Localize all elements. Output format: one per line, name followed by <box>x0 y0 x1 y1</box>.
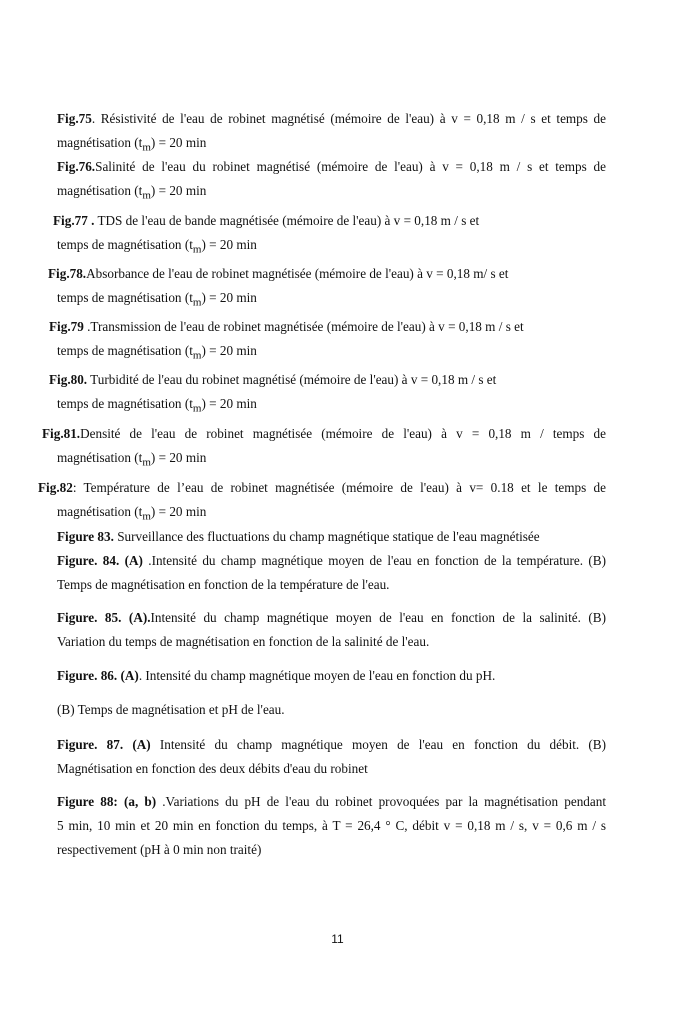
caption-label: Fig.80. <box>49 372 88 387</box>
caption-fig75 <box>57 107 606 160</box>
subscript: m <box>192 402 202 415</box>
caption-label: Fig.75 <box>57 111 92 126</box>
caption-figure86-b <box>57 698 606 722</box>
caption-line <box>57 155 606 179</box>
caption-text: Absorbance de l'eau de robinet magnétisée (mémoire de l'eau) à v = 0,18 m/ s et <box>86 266 509 281</box>
caption-text: : Température de l’eau de robinet magnétisée (mémoire de l'eau) à v= 0.18 et le temps de <box>72 480 606 495</box>
caption-line <box>57 525 606 549</box>
caption-figure87 <box>57 733 606 781</box>
caption-line <box>57 606 606 630</box>
caption-text: magnétisation (t <box>57 450 143 465</box>
caption-figure85 <box>57 606 606 654</box>
caption-label: Fig.77 . <box>53 213 95 228</box>
caption-text: magnétisation (t <box>57 135 143 150</box>
caption-text: Intensité du champ magnétique moyen de l'eau en fonction de la salinité. (B) <box>150 610 606 625</box>
subscript: m <box>192 296 202 309</box>
caption-text: .Variations du pH de l'eau du robinet provoquées par la magnétisation pendant <box>156 794 606 809</box>
caption-text: . Intensité du champ magnétique moyen de l'eau en fonction du pH. <box>138 668 496 683</box>
caption-line: Variation du temps de magnétisation en fonction de la salinité de l'eau. <box>57 634 430 649</box>
caption-line <box>49 339 609 368</box>
caption-line <box>49 392 609 421</box>
subscript: m <box>142 456 151 469</box>
caption-line <box>38 476 606 500</box>
caption-line <box>57 733 606 757</box>
caption-text: . Résistivité de l'eau de robinet magnétisé (mémoire de l'eau) à v = 0,18 m / s et temps de <box>91 111 606 126</box>
caption-line: Temps de magnétisation en fonction de la température de l'eau. <box>57 577 390 592</box>
caption-label: Fig.78. <box>48 266 87 281</box>
caption-label: Figure 88: (a, b) <box>57 794 157 809</box>
caption-text: magnétisation (t <box>57 504 143 519</box>
caption-label: Fig.79 <box>49 319 84 334</box>
caption-line <box>57 664 606 688</box>
caption-text: Turbidité de l'eau du robinet magnétisé (mémoire de l'eau) à v = 0,18 m / s et <box>87 372 497 387</box>
caption-fig82 <box>38 476 606 529</box>
caption-line <box>42 422 606 446</box>
caption-fig77 <box>53 209 613 262</box>
subscript: m <box>192 243 202 256</box>
caption-label: Figure 83. <box>57 529 114 544</box>
caption-line <box>57 790 606 814</box>
caption-label: Figure. 87. (A) <box>57 737 151 752</box>
caption-line <box>48 286 608 315</box>
caption-text: ) = 20 min <box>201 290 257 305</box>
caption-fig79 <box>49 315 609 368</box>
subscript: m <box>142 510 151 523</box>
caption-text: temps de magnétisation (t <box>57 396 193 411</box>
caption-text: temps de magnétisation (t <box>57 290 193 305</box>
caption-text: Salinité de l'eau du robinet magnétisé (mémoire de l'eau) à v = 0,18 m / s et temps de <box>95 159 606 174</box>
subscript: m <box>192 349 202 362</box>
caption-line <box>53 209 613 233</box>
caption-label: Figure. 84. (A) <box>57 553 143 568</box>
caption-fig78 <box>48 262 608 315</box>
caption-figure86 <box>57 664 606 688</box>
caption-figure88 <box>57 790 606 862</box>
caption-line: Magnétisation en fonction des deux débits d'eau du robinet <box>57 761 368 776</box>
caption-text: Intensité du champ magnétique moyen de l'eau en fonction du débit. (B) <box>150 737 606 752</box>
caption-text: ) = 20 min <box>150 135 207 150</box>
caption-figure84 <box>57 549 606 597</box>
caption-figure83 <box>57 525 606 549</box>
caption-line: 5 min, 10 min et 20 min en fonction du temps, à T = 26,4 ° C, débit v = 0,18 m / s, v = 0,6 m / s <box>57 818 606 833</box>
caption-fig80 <box>49 368 609 421</box>
caption-text: ) = 20 min <box>150 504 207 519</box>
caption-line <box>57 179 606 208</box>
caption-text: .Intensité du champ magnétique moyen de l'eau en fonction de la température. (B) <box>142 553 606 568</box>
caption-line <box>57 549 606 573</box>
caption-label: Figure. 86. <box>57 668 118 683</box>
page-number: 11 <box>331 932 344 946</box>
caption-text: Surveillance des fluctuations du champ magnétique statique de l'eau magnétisée <box>113 529 540 544</box>
caption-line <box>49 315 609 339</box>
subscript: m <box>142 141 151 154</box>
caption-line <box>49 368 609 392</box>
caption-line: respectivement (pH à 0 min non traité) <box>57 842 262 857</box>
caption-text: Densité de l'eau de robinet magnétisée (mémoire de l'eau) à v = 0,18 m / temps de <box>80 426 606 441</box>
caption-text: temps de magnétisation (t <box>57 343 193 358</box>
caption-line <box>53 233 613 262</box>
caption-label: Fig.76. <box>57 159 96 174</box>
caption-line <box>48 262 608 286</box>
caption-text: magnétisation (t <box>57 183 143 198</box>
caption-fig81 <box>42 422 606 475</box>
caption-fig76 <box>57 155 606 208</box>
caption-text: ) = 20 min <box>150 450 207 465</box>
caption-text: .Transmission de l'eau de robinet magnétisée (mémoire de l'eau) à v = 0,18 m / s et <box>83 319 524 334</box>
caption-label: Figure. 85. (A). <box>57 610 151 625</box>
caption-text: TDS de l'eau de bande magnétisée (mémoire de l'eau) à v = 0,18 m / s et <box>94 213 480 228</box>
caption-text: ) = 20 min <box>201 343 257 358</box>
caption-line <box>57 107 606 131</box>
caption-text: ) = 20 min <box>201 396 257 411</box>
caption-label: (A) <box>120 668 139 683</box>
caption-text: ) = 20 min <box>150 183 207 198</box>
subscript: m <box>142 189 151 202</box>
caption-line <box>42 446 606 475</box>
caption-label: Fig.82 <box>38 480 73 495</box>
caption-line: (B) Temps de magnétisation et pH de l'eau. <box>57 702 285 717</box>
caption-text: ) = 20 min <box>201 237 257 252</box>
caption-label: Fig.81. <box>42 426 81 441</box>
caption-text: temps de magnétisation (t <box>57 237 193 252</box>
